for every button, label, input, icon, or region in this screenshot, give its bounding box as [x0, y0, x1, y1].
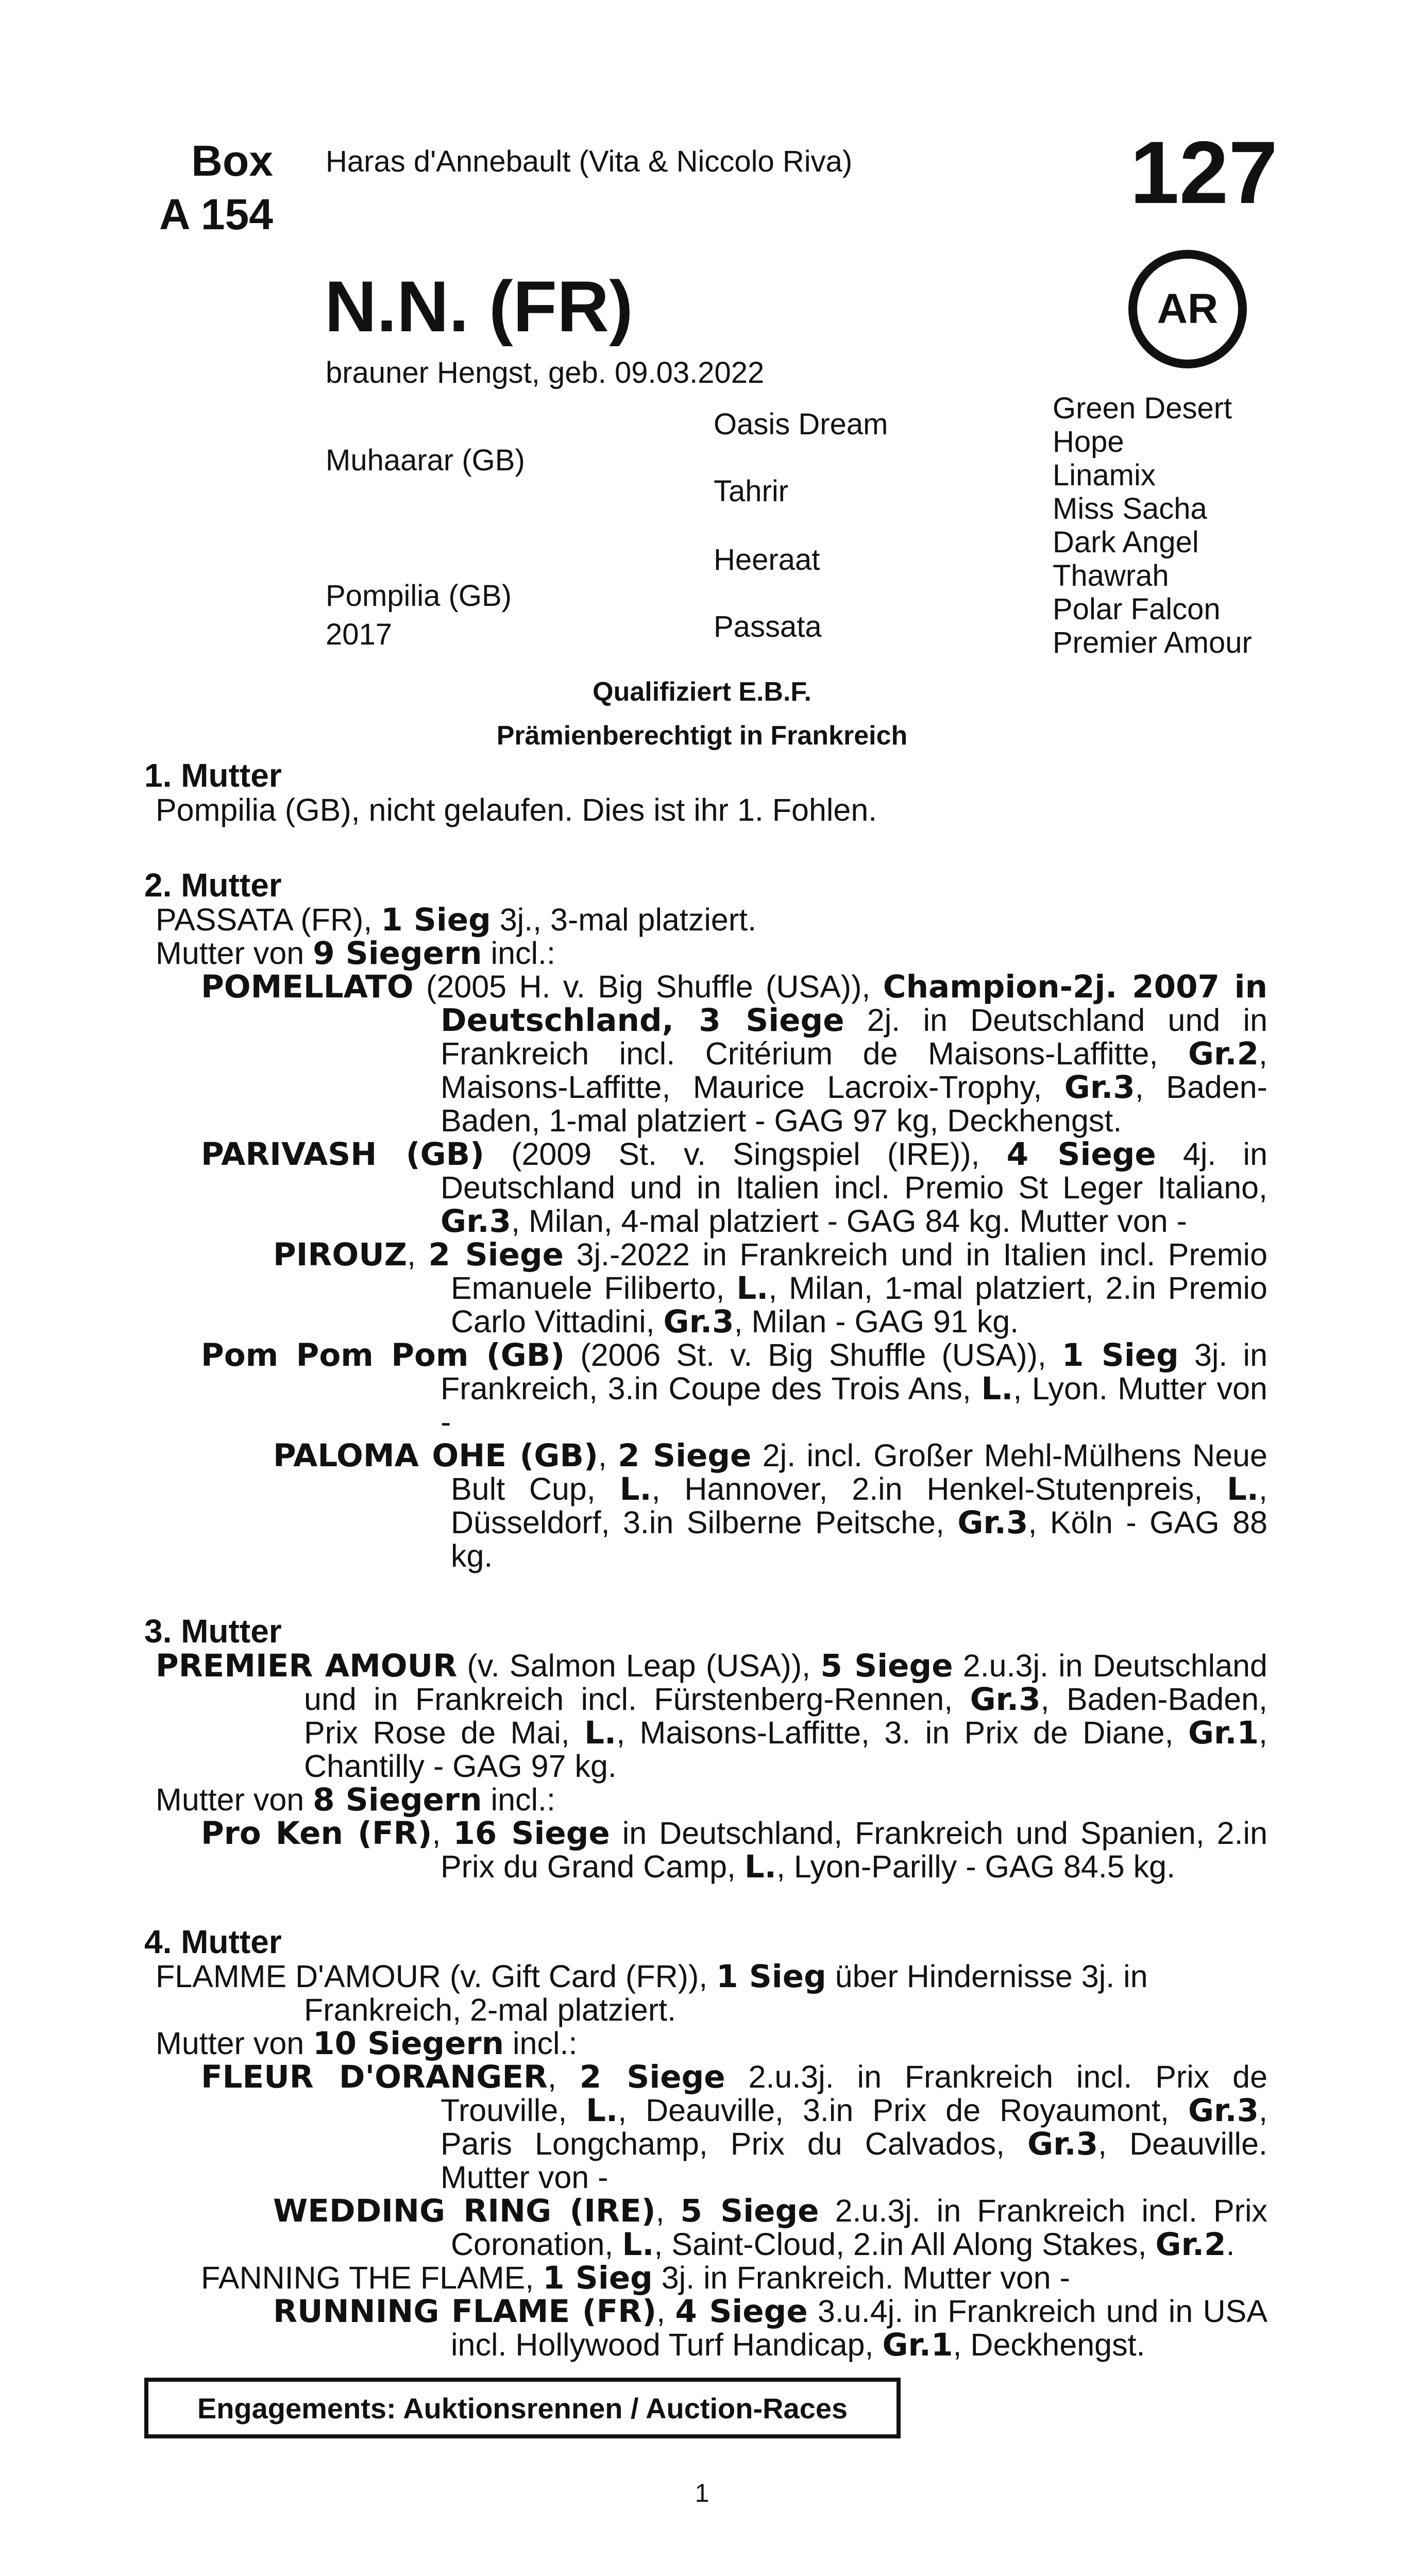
second-dam-heading: 2. Mutter	[144, 867, 282, 904]
pedigree-dam: Pompilia (GB)	[326, 579, 512, 613]
fourth-dam-line: FLAMME D'AMOUR (v. Gift Card (FR)), 1 Sieg über Hindernisse 3j. in Frankreich, 2-mal platziert.	[156, 1958, 1148, 2027]
first-dam-text: Pompilia (GB), nicht gelaufen. Dies ist ihr 1. Fohlen.	[156, 792, 877, 827]
second-dam-progeny-intro: Mutter von 9 Siegern incl.:	[156, 935, 555, 972]
pedigree-grandparent: Heeraat	[714, 543, 820, 577]
sibling-entry-fleur-d-oranger: FLEUR D'ORANGER, 2 Siege 2.u.3j. in Frankreich incl. Prix de Trouville, L., Deauville, 3.in Prix de Royaumont, Gr.3, Paris Longchamp, Prix du Calvados, Gr.3, Deauville. Mutter von -	[201, 2059, 1268, 2195]
dam-line-section	[144, 757, 1267, 2362]
sibling-entry-pomellato: POMELLATO (2005 H. v. Big Shuffle (USA)), Champion-2j. 2007 in Deutschland, 3 Siege 2j. in Deutschland und in Frankreich incl. Critérium de Maisons-Laffitte, Gr.2, Maisons-Laffitte, Maurice Lacroix-Trophy, Gr.3, Baden-Baden, 1-mal platziert - GAG 97 kg, Deckhengst.	[201, 969, 1268, 1138]
third-dam-heading: 3. Mutter	[144, 1613, 282, 1650]
sibling-entry-pro-ken: Pro Ken (FR), 16 Siege in Deutschland, Frankreich und Spanien, 2.in Prix du Grand Camp, L., Lyon-Parilly - GAG 84.5 kg.	[201, 1815, 1267, 1885]
pedigree-great-grandparent: Polar Falcon	[1053, 592, 1221, 626]
ar-badge-label: AR	[1157, 285, 1219, 332]
sibling-entry-parivash: PARIVASH (GB) (2009 St. v. Singspiel (IRE)), 4 Siege 4j. in Deutschland und in Italien incl. Premio St Leger Italiano, Gr.3, Milan, 4-mal platziert - GAG 84 kg. Mutter von -	[201, 1136, 1268, 1240]
pedigree-great-grandparent: Dark Angel	[1053, 526, 1199, 559]
pedigree-great-grandparent: Premier Amour	[1053, 626, 1252, 659]
horse-name: N.N. (FR)	[325, 266, 633, 347]
pedigree-great-grandparent: Linamix	[1053, 459, 1156, 492]
pedigree-great-grandparent: Miss Sacha	[1053, 492, 1207, 526]
pedigree-great-grandparent: Green Desert	[1053, 392, 1232, 425]
ar-badge	[1128, 250, 1247, 368]
fourth-dam-heading: 4. Mutter	[144, 1923, 282, 1960]
engagements-box	[144, 2378, 901, 2438]
sibling-entry-pom-pom-pom: Pom Pom Pom (GB) (2006 St. v. Big Shuffle (USA)), 1 Sieg 3j. in Frankreich, 3.in Coupe des Trois Ans, L., Lyon. Mutter von -	[201, 1337, 1267, 1439]
pedigree-grandparent: Oasis Dream	[714, 408, 888, 441]
offspring-entry-paloma-ohe: PALOMA OHE (GB), 2 Siege 2j. incl. Großer Mehl-Mülhens Neue Bult Cup, L., Hannover, 2.in Henkel-Stutenpreis, L., Düsseldorf, 3.in Silberne Peitsche, Gr.3, Köln - GAG 88 kg.	[273, 1437, 1267, 1573]
pedigree-great-grandparent: Hope	[1053, 425, 1124, 459]
second-dam-line: PASSATA (FR), 1 Sieg 3j., 3-mal platziert.	[156, 902, 757, 938]
horse-description: brauner Hengst, geb. 09.03.2022	[326, 356, 765, 389]
fourth-dam-progeny-intro: Mutter von 10 Siegern incl.:	[156, 2025, 578, 2062]
box-label	[155, 134, 273, 241]
qualification-ebf: Qualifiziert E.B.F.	[593, 677, 811, 707]
pedigree-great-grandparent: Thawrah	[1053, 559, 1169, 592]
third-dam-line: PREMIER AMOUR (v. Salmon Leap (USA)), 5 Siege 2.u.3j. in Deutschland und in Frankreich incl. Fürstenberg-Rennen, Gr.3, Baden-Baden, Prix Rose de Mai, L., Maisons-Laffitte, 3. in Prix de Diane, Gr.1, Chantilly - GAG 97 kg.	[156, 1648, 1267, 1784]
third-dam-progeny-intro: Mutter von 8 Siegern incl.:	[156, 1782, 555, 1818]
pedigree-sire: Muhaarar (GB)	[326, 444, 525, 477]
page-number: 1	[695, 2479, 709, 2507]
offspring-entry-wedding-ring: WEDDING RING (IRE), 5 Siege 2.u.3j. in Frankreich incl. Prix Coronation, L., Saint-Cloud, 2.in All Along Stakes, Gr.2.	[273, 2193, 1268, 2263]
engagements-label: Engagements: Auktionsrennen / Auction-Races	[197, 2392, 848, 2425]
pedigree-grandparent: Tahrir	[714, 474, 789, 508]
sibling-entry-fanning-the-flame: FANNING THE FLAME, 1 Sieg 3j. in Frankreich. Mutter von -	[201, 2260, 1070, 2296]
box-word: Box	[191, 137, 273, 185]
pedigree-dam-year: 2017	[326, 618, 393, 651]
qualification-premium: Prämienberechtigt in Frankreich	[496, 721, 908, 751]
owner: Haras d'Annebault (Vita & Niccolo Riva)	[326, 145, 853, 178]
offspring-entry-pirouz: PIROUZ, 2 Siege 3j.-2022 in Frankreich und in Italien incl. Premio Emanuele Filiberto, L., Milan, 1-mal platziert, 2.in Premio Carlo Vittadini, Gr.3, Milan - GAG 91 kg.	[273, 1236, 1267, 1340]
lot-number: 127	[1130, 123, 1278, 222]
box-number: A 154	[159, 190, 273, 239]
pedigree-grandparent: Passata	[714, 610, 822, 643]
first-dam-heading: 1. Mutter	[144, 757, 282, 794]
offspring-entry-running-flame: RUNNING FLAME (FR), 4 Siege 3.u.4j. in Frankreich und in USA incl. Hollywood Turf Handicap, Gr.1, Deckhengst.	[273, 2293, 1268, 2363]
